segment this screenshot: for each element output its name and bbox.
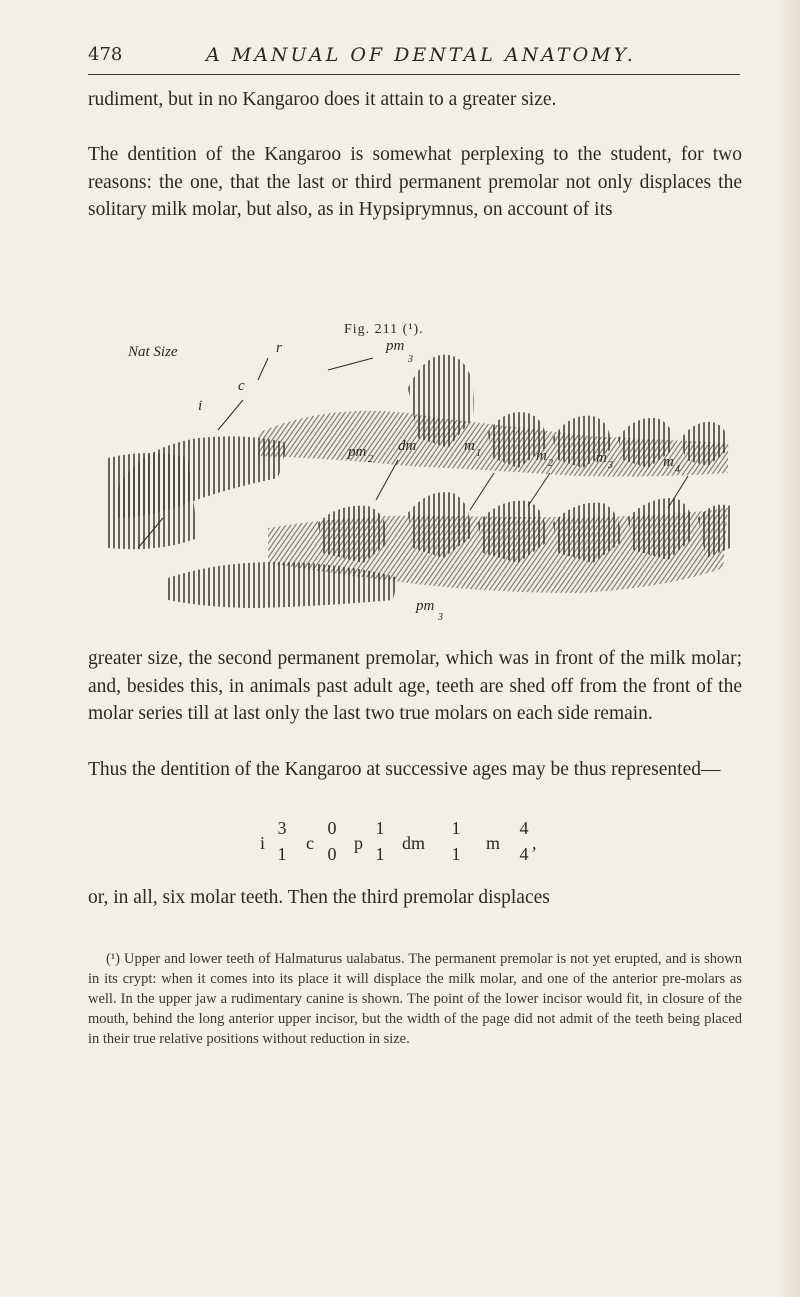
page-header (88, 44, 738, 74)
label-pm3-top-sub: 3 (408, 354, 413, 365)
formula-c-label: c (306, 833, 314, 853)
label-pm3-bottom: pm (416, 598, 435, 614)
formula-i-label: i (260, 833, 266, 853)
label-c: c (238, 378, 245, 394)
label-m1-sub: 1 (476, 448, 481, 459)
left-jaw-section (108, 453, 198, 549)
header-rule (88, 74, 740, 75)
paragraph-dentition: The dentition of the Kangaroo is somewhat perplexing to the student, for two reasons: the one, that the last or third permanent premolar not only displaces the solitary milk molar, but also, as in Hypsiprymnus, on account of its (88, 144, 742, 220)
label-m2: m (536, 448, 547, 464)
formula-trailing: , (532, 833, 537, 853)
label-pm2-sub: 2 (368, 454, 373, 465)
formula-dm-lower: 1 (451, 844, 461, 864)
label-m3-sub: 3 (608, 460, 613, 471)
label-nat-size: Nat Size (128, 344, 178, 360)
formula-dm-label: dm (402, 833, 426, 853)
paragraph-greater-size: greater size, the second permanent premolar, which was in front of the milk molar; and, besides this, in animals past adult age, teeth are shed off from the front of the molar series till at last only the last two true molars on each side remain. (88, 648, 742, 724)
label-pm3-top: pm (386, 338, 405, 354)
label-pm3-bottom-sub: 3 (438, 612, 443, 623)
page-number: 478 (88, 44, 123, 65)
label-r: r (276, 340, 282, 356)
figure-caption: Fig. 211 (¹). (344, 322, 424, 337)
formula-p-upper: 1 (375, 818, 385, 838)
footnote: (¹) Upper and lower teeth of Halmaturus ualabatus. The permanent premolar is not yet erupted, and is shown in its crypt: when it comes into its place it will displace the milk molar, and one of the anterior pre-molars as well. In the upper jaw a rudimentary canine is shown. The point of the lower incisor would fit, in closure of the mouth, behind the long anterior upper incisor, but the width of the page did not admit of the teeth being placed in their true relative positions without reduction in size. (88, 951, 742, 1047)
formula-p-lower: 1 (375, 844, 385, 864)
formula-m-lower: 4 (519, 844, 529, 864)
formula-m-label: m (486, 833, 501, 853)
label-m3: m (596, 450, 607, 466)
page-edge-shading (778, 0, 800, 1297)
formula-c-upper: 0 (327, 818, 337, 838)
paragraph-successive-ages: Thus the dentition of the Kangaroo at successive ages may be thus represented— (88, 759, 721, 780)
formula-dm-upper: 1 (451, 818, 461, 838)
running-title: A MANUAL OF DENTAL ANATOMY. (206, 44, 636, 66)
label-i: i (198, 398, 203, 414)
label-pm2: pm (348, 444, 367, 460)
label-m1: m (464, 438, 475, 454)
label-dm: dm (398, 438, 417, 454)
paragraph-continuation: rudiment, but in no Kangaroo does it attain to a greater size. (88, 89, 557, 110)
formula-i-upper: 3 (277, 818, 287, 838)
figure-teeth-illustration (108, 338, 738, 628)
label-m4: m (663, 454, 674, 470)
label-m4-sub: 4 (675, 464, 680, 475)
formula-i-lower: 1 (277, 844, 287, 864)
formula-m-upper: 4 (519, 818, 529, 838)
label-m2-sub: 2 (548, 458, 553, 469)
paragraph-six-molars: or, in all, six molar teeth. Then the third premolar displaces (88, 887, 550, 908)
formula-p-label: p (354, 833, 363, 853)
formula-c-lower: 0 (327, 844, 337, 864)
dental-formula (230, 818, 610, 868)
